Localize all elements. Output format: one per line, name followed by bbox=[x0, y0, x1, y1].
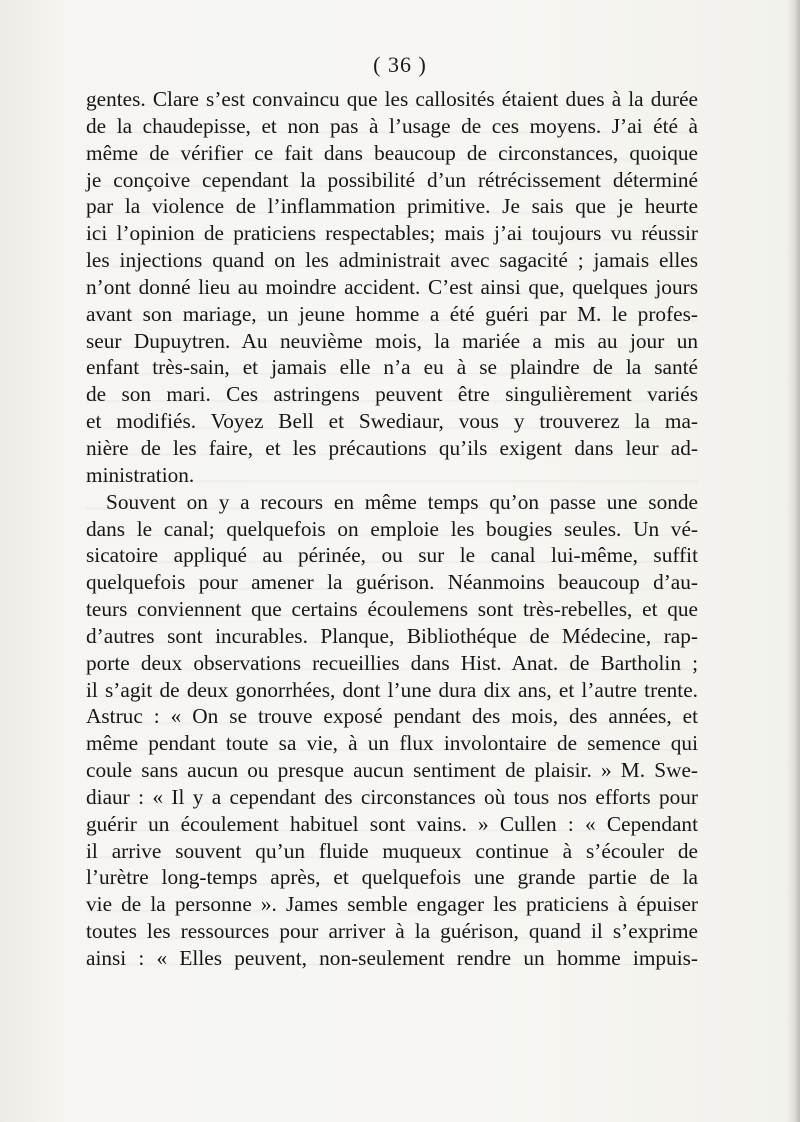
text-line: je conçoive cependant la possibilité d’un rétrécissement déterminé bbox=[86, 167, 698, 192]
text-line: d’autres sont incurables. Planque, Bibliothéque de Médecine, rap- bbox=[86, 623, 698, 648]
text-line: seur Dupuytren. Au neuvième mois, la mariée a mis au jour un bbox=[86, 328, 698, 353]
text-line: coule sans aucun ou presque aucun sentiment de plaisir. » M. Swe- bbox=[86, 758, 698, 783]
text-line: n’ont donné lieu au moindre accident. C’est ainsi que, quelques jours bbox=[86, 274, 698, 299]
text-line: guérir un écoulement habituel sont vains. » Cullen : « Cependant bbox=[86, 811, 698, 836]
text-line: même de vérifier ce fait dans beaucoup de circonstances, quoique bbox=[86, 140, 698, 165]
text-line: ici l’opinion de praticiens respectables; mais j’ai toujours vu réussir bbox=[86, 221, 698, 246]
text-line: ainsi : « Elles peuvent, non-seulement rendre un homme impuis- bbox=[86, 946, 698, 970]
text-line: il s’agit de deux gonorrhées, dont l’une dura dix ans, et l’autre trente. bbox=[86, 677, 698, 702]
text-line: Astruc : « On se trouve exposé pendant des mois, des années, et bbox=[86, 704, 698, 729]
text-line: diaur : « Il y a cependant des circonstances où tous nos efforts pour bbox=[86, 784, 698, 809]
page-edge-shadow bbox=[786, 0, 800, 1122]
text-line: teurs conviennent que certains écoulemens sont très-rebelles, et que bbox=[86, 597, 698, 622]
text-line: sicatoire appliqué au périnée, ou sur le canal lui-même, suffit bbox=[86, 543, 698, 568]
text-line: les injections quand on les administrait avec sagacité ; jamais elles bbox=[86, 248, 698, 273]
text-line: quelquefois pour amener la guérison. Néanmoins beaucoup d’au- bbox=[86, 570, 698, 595]
text-line: il arrive souvent qu’un fluide muqueux continue à s’écouler de bbox=[86, 838, 698, 863]
text-line: dans le canal; quelquefois on emploie les bougies seules. Un vé- bbox=[86, 516, 698, 541]
text-line: par la violence de l’inflammation primitive. Je sais que je heurte bbox=[86, 194, 698, 219]
text-line: enfant très-sain, et jamais elle n’a eu à se plaindre de la santé bbox=[86, 355, 698, 380]
body-text bbox=[86, 86, 698, 972]
text-line: vie de la personne ». James semble engager les praticiens à épuiser bbox=[86, 892, 698, 917]
text-line: nière de les faire, et les précautions qu’ils exigent dans leur ad- bbox=[86, 435, 698, 460]
page-number: ( 36 ) bbox=[373, 52, 427, 77]
text-line: de la chaudepisse, et non pas à l’usage de ces moyens. J’ai été à bbox=[86, 113, 698, 138]
text-line: Souvent on y a recours en même temps qu’on passe une sonde bbox=[106, 489, 698, 514]
text-line: avant son mariage, un jeune homme a été guéri par M. le profes- bbox=[86, 301, 698, 326]
text-line: de son mari. Ces astringens peuvent être singulièrement variés bbox=[86, 382, 698, 407]
text-line: l’urètre long-temps après, et quelquefois une grande partie de la bbox=[86, 865, 698, 890]
text-line: toutes les ressources pour arriver à la guérison, quand il s’exprime bbox=[86, 919, 698, 944]
text-line: et modifiés. Voyez Bell et Swediaur, vous y trouverez la ma- bbox=[86, 409, 698, 434]
text-line: même pendant toute sa vie, à un flux involontaire de semence qui bbox=[86, 731, 698, 756]
text-line: porte deux observations recueillies dans Hist. Anat. de Bartholin ; bbox=[86, 650, 698, 675]
text-line: gentes. Clare s’est convaincu que les callosités étaient dues à la durée bbox=[86, 87, 698, 111]
text-line: ministration. bbox=[86, 462, 195, 487]
